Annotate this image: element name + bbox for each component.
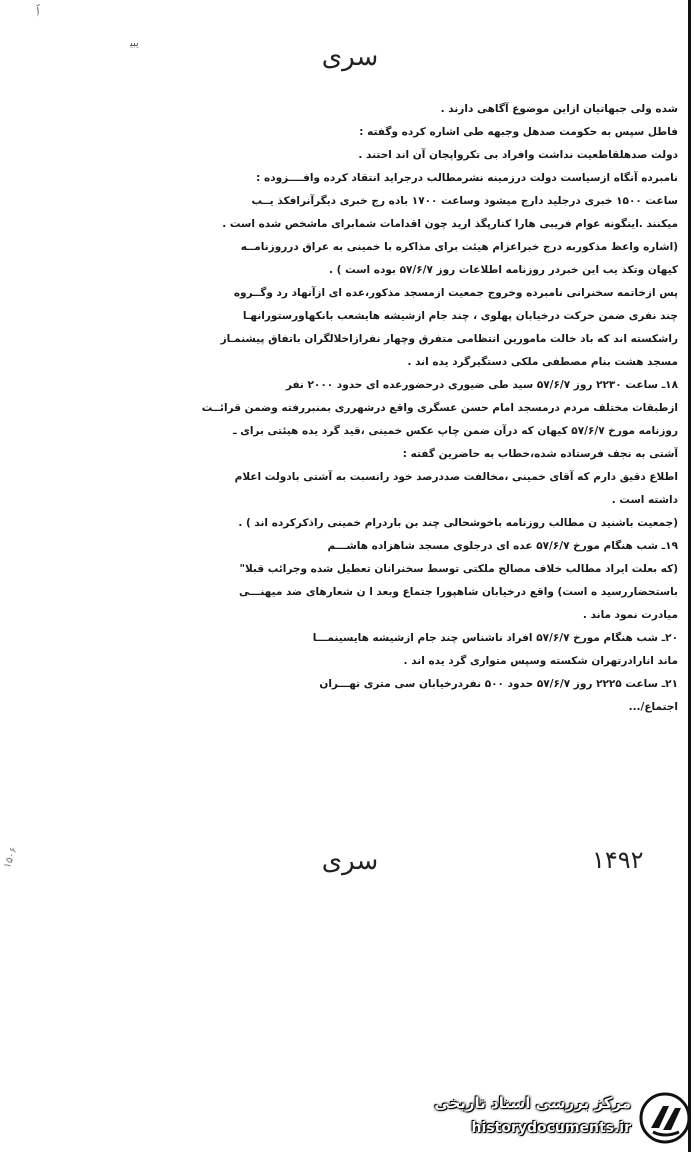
- body-line: کیهان وتکذ یب این خبردر روزنامه اطلاعات روز ۵۷/۶/۷ بوده است ) .: [329, 264, 678, 276]
- watermark: [405, 1090, 695, 1146]
- body-line: پس ازخاتمه سخنرانی نامبرده وخروج جمعیت ازمسجد مذکور،عده ای ازآنهاد رد وگــروه: [233, 287, 678, 299]
- body-line: میکنند .اینگونه عوام فریبی هارا کنارپگذ ارید چون اقدامات شمابرای ماشخص شده است .: [222, 218, 678, 230]
- body-line: چند نفری ضمن حرکت درخیابان پهلوی ، چند جام ازشیشه هایشعب بانکهاورستورانهـا: [242, 310, 678, 322]
- watermark-url: historydocuments.ir: [471, 1120, 631, 1136]
- body-line: نامبرده آنگاه ازسیاست دولت درزمینه نشرمطالب درجراید انتقاد کرده وافــــزوده :: [256, 172, 678, 184]
- body-line: داشته است .: [611, 494, 678, 506]
- page-number: ۱۴۹۲: [592, 846, 644, 874]
- watermark-title: مرکز بررسی اسناد تاریخی: [434, 1094, 631, 1112]
- body-line: ۱۹ـ شب هنگام مورخ ۵۷/۶/۷ عده ای درجلوی مسجد شاهزاده هاشـــم: [327, 540, 678, 552]
- body-line: آشتی به نجف فرستاده شده،خطاب به حاضرین گفته :: [402, 448, 678, 460]
- margin-note: ۱۵۰۶: [2, 845, 20, 870]
- body-line: ۲۰ـ شب هنگام مورخ ۵۷/۶/۷ افراد ناشناس چند جام ازشیشه هایسینمـــا: [312, 632, 678, 644]
- body-line: باستحضاررسید ه است) واقع درخیابان شاهپورا جتماع وبعد ا ن شعارهای ضد میهنـــی: [238, 586, 678, 598]
- classification-footer: سری: [321, 846, 379, 876]
- body-line: (اشاره واعظ مذکوربه درج خبراعزام هیئت برای مذاکره با خمینی به عراق درروزنامــه: [240, 241, 678, 253]
- body-line: ۱۸ـ ساعت ۲۲۳۰ روز ۵۷/۶/۷ سید طی ضیوری درحضورعده ای حدود ۲۰۰۰ نفر: [285, 379, 678, 391]
- archive-logo-icon: [639, 1092, 691, 1144]
- body-line: اطلاع دقیق دارم که آقای خمینی ،مخالفت صددرصد خود رانسبت به آشتی بادولت اعلام: [234, 471, 678, 483]
- body-line: ۲۱ـ ساعت ۲۲۲۵ روز ۵۷/۶/۷ حدود ۵۰۰ نفردرخیابان سی متری تهـــران: [319, 678, 678, 690]
- body-line: فاطل سپس به حکومت صدهل وجبهه طی اشاره کرده وگفته :: [359, 126, 678, 138]
- body-line: دولت صدهلقاطعیت نداشت وافراد بی تکرواپجان آن اند احتند .: [358, 149, 678, 161]
- body-line: ازطبقات مختلف مردم درمسجد امام حسن عسگری واقع درشهرری بمنبررفته وضمن قرائــت: [201, 402, 678, 414]
- classification-heading: سری: [321, 42, 379, 72]
- scan-border: [688, 0, 691, 1152]
- body-line: ماند انارادرتهران شکسته وسپس متواری گرد یده اند .: [403, 655, 678, 667]
- document-body: [98, 98, 678, 719]
- body-line: شده ولی جبهاتیان ازاین موضوع آگاهی دارند .: [440, 103, 678, 115]
- body-line: روزنامه مورخ ۵۷/۶/۷ کیهان که درآن ضمن چاپ عکس خمینی ،قید گرد یده هیئتی برای ـ: [232, 425, 678, 437]
- body-line: راشکسته اند که باد خالت مامورین انتظامی متفرق وچهار نفرازاخلالگران باتفاق پیشنمـاز: [220, 333, 678, 345]
- body-line: مسجد هشت بنام مصطفی ملکی دستگیرگرد یده اند .: [407, 356, 678, 368]
- body-line: میادرت نمود ماند .: [582, 609, 678, 621]
- body-line: (جمعیت باشنید ن مطالب روزنامه باخوشحالی چند بن باردرام خمینی راذکرکرده اند ) .: [238, 517, 678, 529]
- body-line: اجتماع/...: [628, 701, 678, 713]
- top-scribble: ﻳﺒﻴ: [130, 38, 139, 49]
- corner-mark: ﭐ: [36, 4, 40, 20]
- body-line: (که بعلت ایراد مطالب خلاف مصالح ملکتی توسط سخنرانان تعطیل شده وجرائب قبلا": [239, 563, 678, 575]
- body-line: ساعت ۱۵۰۰ خبری درجلید دارج میشود وساعت ۱۷۰۰ باده رج خبری دیگرآنرافکذ یــب: [251, 195, 678, 207]
